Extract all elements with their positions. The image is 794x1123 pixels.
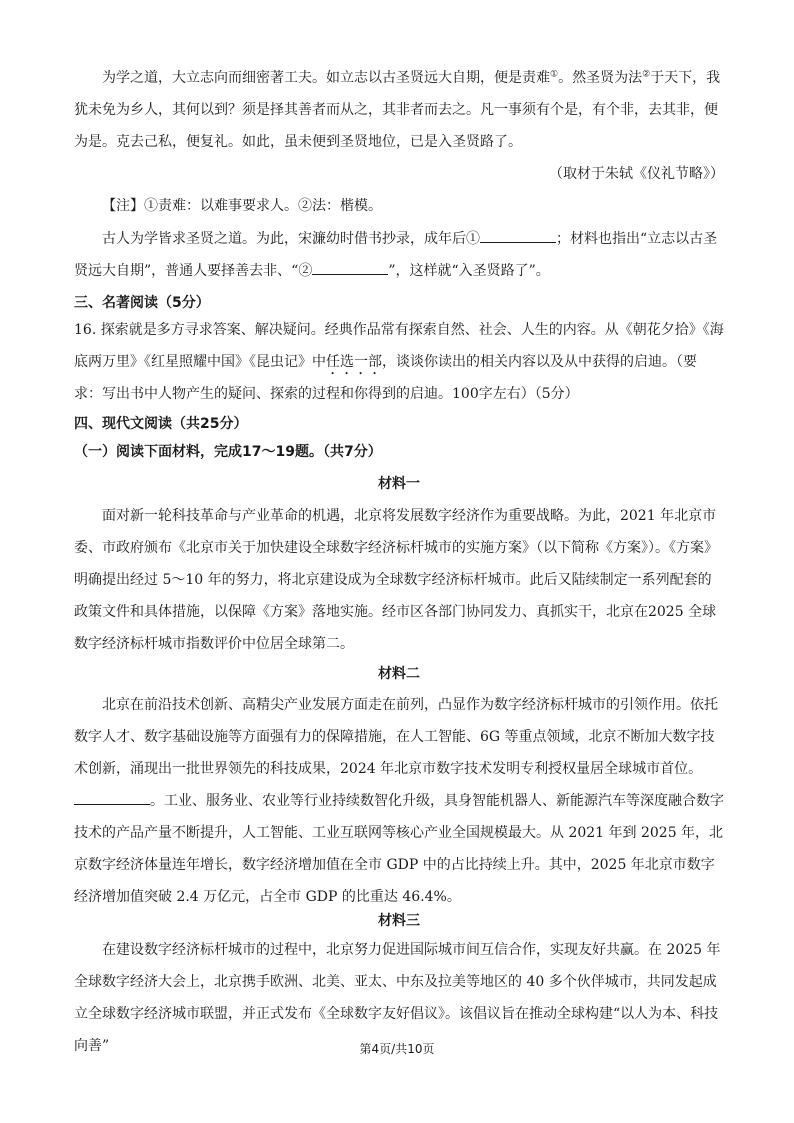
subsection-heading: （一）阅读下面材料，完成17～19题。（共7分） — [74, 444, 382, 460]
material-3-text: 在建设数字经济标杆城市的过程中，北京努力促进国际城市间互信合作，实现友好共赢。在 2025 年全球数字经济大会上，北京携手欧洲、北美、亚太、中东及拉美等地区的 40 多个伙伴城市，共同发起成立全球数字经济城市联盟，并正式发布《全球数字友好倡议》。该倡议旨在推动全球构建“以人为本、科技向善” — [74, 942, 721, 1054]
page-number: 第4页/共10页 — [359, 1042, 435, 1056]
material-1-text: 面对新一轮科技革命与产业革命的机遇，北京将发展数字经济作为重要战略。为此，2021 年北京市委、市政府颁布《北京市关于加快建设全球数字经济标杆城市的实施方案》（以下简称《方案》）。《方案》明确提出经过 5～10 年的努力，将北京建设成为全球数字经济标杆城市。此后又陆续制定一系列配套的政策文件和具体措施，以保障《方案》落地实施。经市区各部门协同发力、真抓实干，北京在2025 全球数字经济标杆城市指数评价中位居全球第二。 — [74, 508, 718, 652]
passage-text: 于天下，我犹未免为乡人，其何以到？须是择其善者而从之，其非者而去之。凡一事须有个是，有个非，去其非，便为是。克去己私，便复礼。如此，虽未便到圣贤地位，已是入圣贤路了。 — [74, 70, 721, 150]
section-heading: 三、名著阅读（5分） — [74, 295, 210, 311]
passage-note: 【注】①责难：以难事要求人。②法：楷模。 — [102, 198, 382, 214]
footnote-marker: ② — [642, 69, 651, 80]
material-title: 材料二 — [378, 666, 420, 682]
answer-blank-2[interactable] — [312, 256, 388, 275]
passage-text: 为学之道，大立志向而细密著工夫。如立志以古圣贤远大自期，便是责难 — [102, 70, 550, 86]
question-16-text: 16. 探索就是多方寻求答案、解决疑问。经典作品常有探索自然、社会、人生的内容。从《朝花夕拾》《海底两万里》《红星照耀中国》《昆虫记》中任选一部，谈谈你读出的相关内容以及从中获得的启迪。（要求：写出书中人物产生的疑问、探索的过程和你得到的启迪。100字左右）（5分） — [74, 322, 724, 402]
classical-passage — [74, 62, 724, 158]
answer-blank-3[interactable] — [74, 786, 150, 805]
question-15-text: 古人为学皆求圣贤之道。为此，宋濂幼时借书抄录，成年后① ；材料也指出“立志以古圣贤远大自期”，普通人要择善去非、“② ”，这样就“入圣贤路了”。 — [74, 223, 724, 287]
section-heading: 四、现代文阅读（共25分） — [74, 416, 248, 432]
footnote-marker: ① — [550, 69, 559, 80]
material-2-text: 北京在前沿技术创新、高精尖产业发展方面走在前列，凸显作为数字经济标杆城市的引领作用。依托数字人才、数字基础设施等方面强有力的保障措施，在人工智能、6G 等重点领域，北京不断加大数字技术创新，涌现出一批世界领先的科技成果，2024 年北京市数字技术发明专利授权量居全球城市首位。。工业、服务业、农业等行业持续数智化升级，具身智能机器人、新能源汽车等深度融合数字技术的产品产量不断提升，人工智能、工业互联网等核心产业全国规模最大。从 2021 年到 2025 年，北京数字经济体量连年增长，数字经济增加值在全市 GDP 中的占比持续上升。其中，2025 年北京市数字经济增加值突破 2.4 万亿元，占全市 GDP 的比重达 46.4%。 — [74, 697, 724, 905]
material-title: 材料一 — [378, 476, 420, 492]
answer-blank-1[interactable] — [480, 224, 556, 243]
material-title: 材料三 — [378, 913, 420, 929]
emphasis-text: 任选一部 — [326, 354, 382, 370]
passage-source: （取材于朱轼《仪礼节略》） — [549, 166, 724, 182]
passage-text: 。然圣贤为法 — [558, 70, 643, 86]
